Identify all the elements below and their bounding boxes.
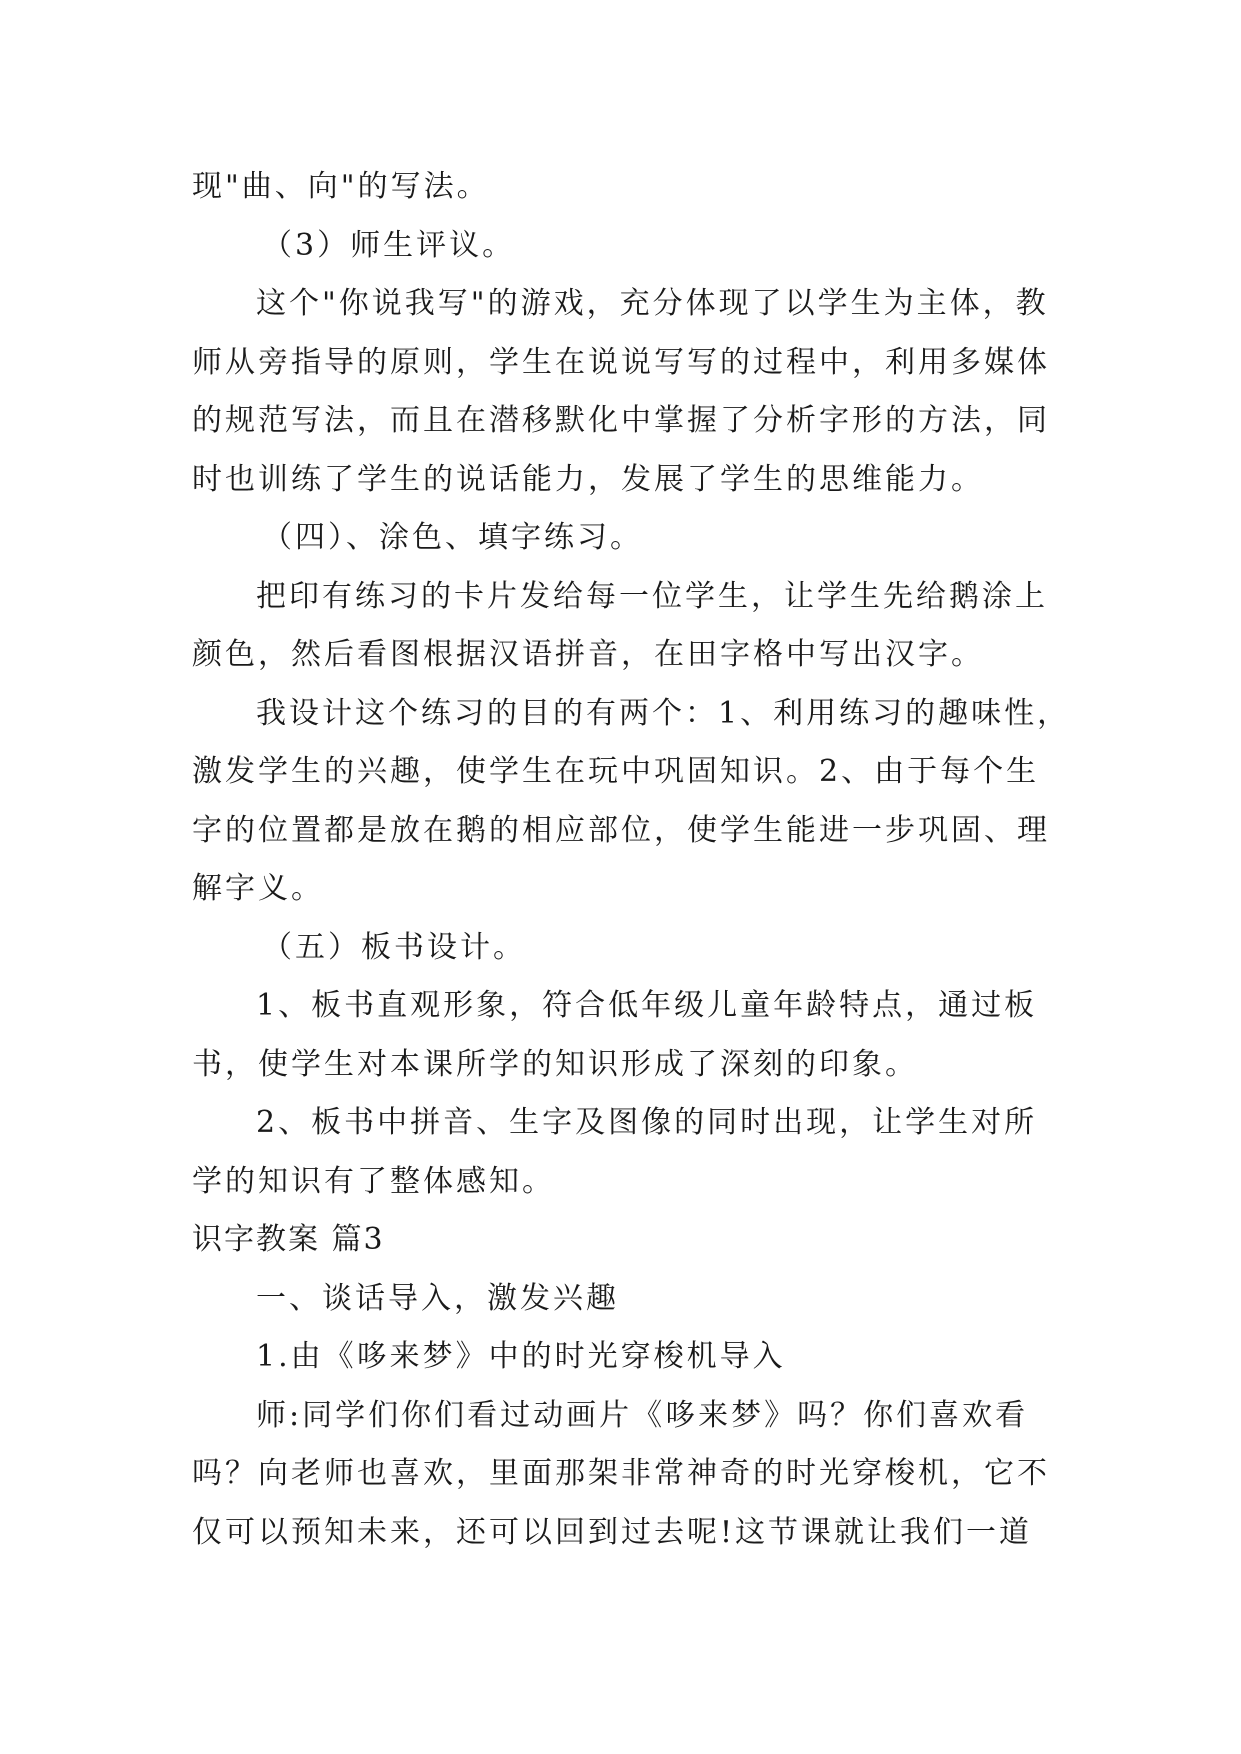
section-subheading: 1.由《哆来梦》中的时光穿梭机导入: [256, 1339, 786, 1374]
paragraph-line: 现"曲、向"的写法。: [192, 169, 490, 204]
paragraph-line: 2、板书中拼音、生字及图像的同时出现，让学生对所: [256, 1105, 1038, 1140]
paragraph-line: 激发学生的兴趣，使学生在玩中巩固知识。2、由于每个生: [192, 754, 1040, 789]
paragraph-line: 书，使学生对本课所学的知识形成了深刻的印象。: [192, 1046, 918, 1082]
document-body: [192, 158, 1071, 1562]
paragraph-line: 吗？向老师也喜欢，里面那架非常神奇的时光穿梭机，它不: [192, 1456, 1050, 1491]
paragraph-line: 我设计这个练习的目的有两个：1、利用练习的趣味性，: [256, 695, 1071, 731]
section-heading: （五）板书设计。: [262, 929, 526, 965]
article-heading: 识字教案 篇3: [192, 1222, 385, 1257]
paragraph-line: 解字义。: [192, 871, 324, 906]
paragraph-line: 这个"你说我写"的游戏，充分体现了以学生为主体，教: [256, 286, 1049, 321]
paragraph-line: 字的位置都是放在鹅的相应部位，使学生能进一步巩固、理: [192, 812, 1050, 848]
paragraph-line: 把印有练习的卡片发给每一位学生，让学生先给鹅涂上: [256, 578, 1048, 614]
paragraph-line: 学的知识有了整体感知。: [192, 1163, 555, 1199]
paragraph-line: 师从旁指导的原则，学生在说说写写的过程中，利用多媒体: [192, 344, 1050, 380]
section-heading: （四）、涂色、填字练习。: [262, 520, 643, 555]
paragraph-line: 时也训练了学生的说话能力，发展了学生的思维能力。: [192, 461, 984, 497]
paragraph-line: 师:同学们你们看过动画片《哆来梦》吗？你们喜欢看: [256, 1397, 1029, 1433]
paragraph-line: 颜色，然后看图根据汉语拼音，在田字格中写出汉字。: [192, 637, 984, 672]
paragraph-line: 1、板书直观形象，符合低年级儿童年龄特点，通过板: [256, 988, 1038, 1023]
section-heading: 一、谈话导入，激发兴趣: [256, 1280, 619, 1316]
paragraph-line: 的规范写法，而且在潜移默化中掌握了分析字形的方法，同: [192, 403, 1050, 438]
paragraph-line: 仅可以预知未来，还可以回到过去呢!这节课就让我们一道: [192, 1514, 1033, 1550]
section-subheading: （3）师生评议。: [262, 227, 516, 263]
